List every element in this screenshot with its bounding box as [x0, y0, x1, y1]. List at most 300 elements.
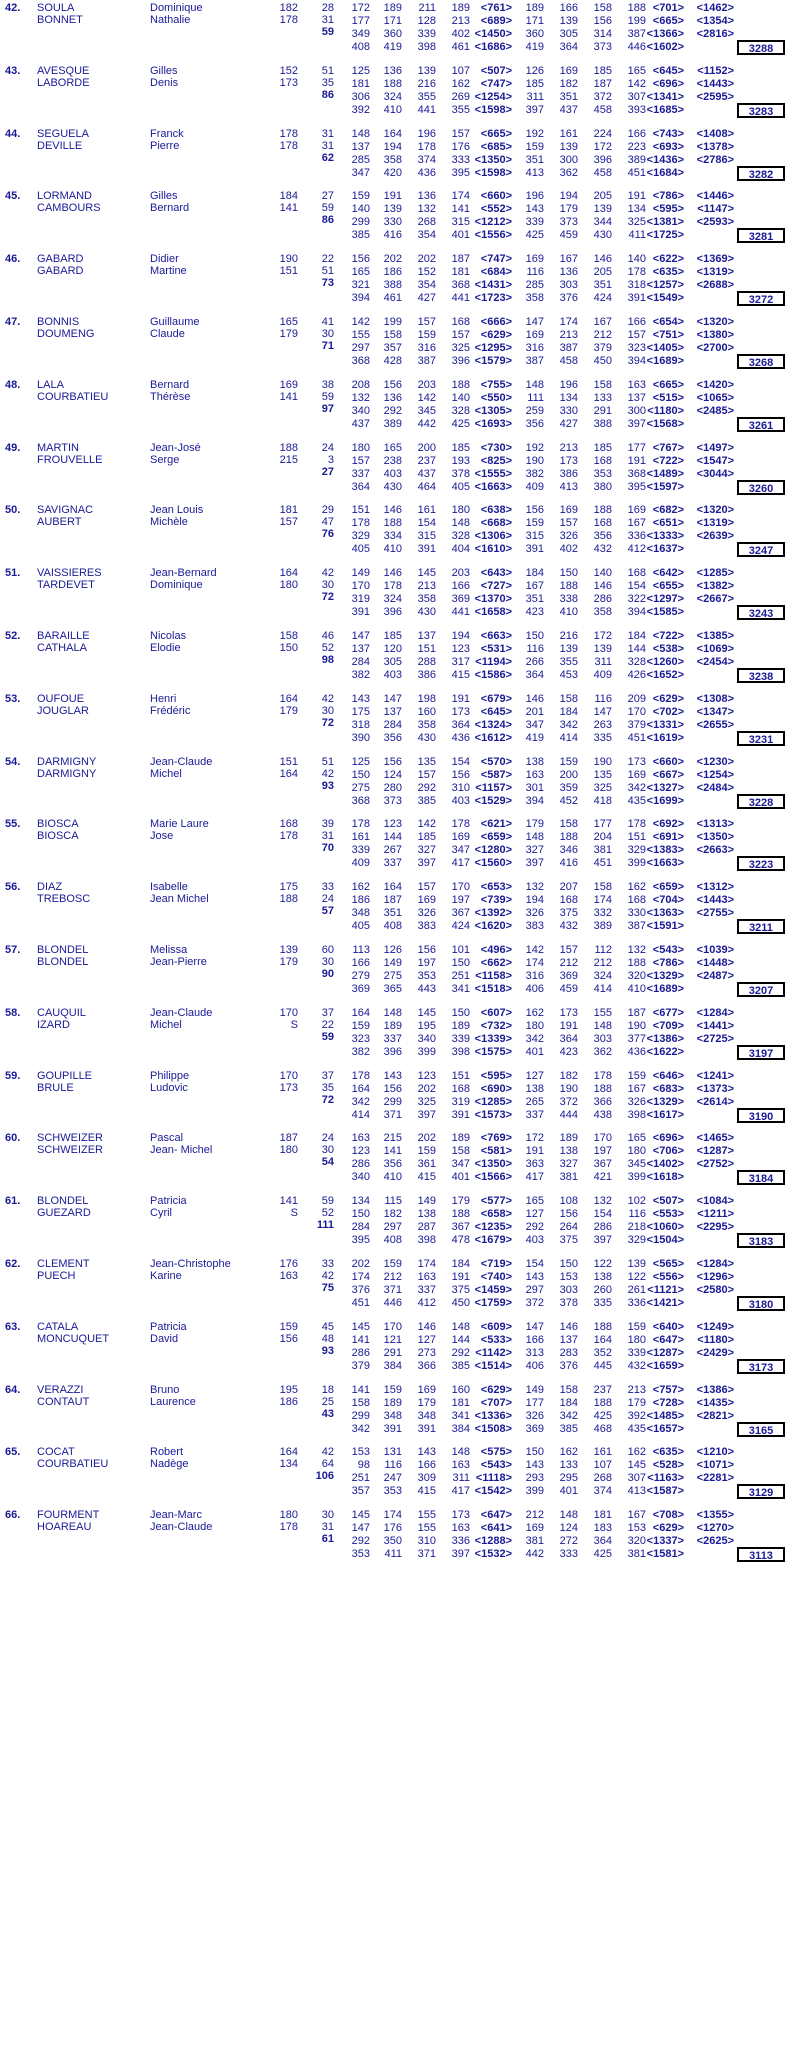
subtotal-cell: <1579>: [474, 355, 512, 367]
player-1-average: 151: [279, 755, 298, 768]
score-cell: 122: [593, 1258, 612, 1270]
score-cell: 237: [417, 454, 436, 467]
score-cell: 292: [451, 1346, 470, 1359]
player-1-handicap: 59: [321, 1195, 334, 1208]
player-1-handicap: 30: [321, 1509, 334, 1522]
player-2-first-name: Bernard: [150, 202, 190, 215]
score-cell: 305: [383, 656, 402, 668]
score-cell: 251: [351, 1472, 370, 1485]
score-cell: 328: [451, 530, 470, 543]
score-cell: 108: [559, 1195, 578, 1208]
score-cell: 377: [627, 1032, 646, 1045]
subtotal-cell: <683>: [652, 1082, 684, 1095]
player-2-first-name: David: [150, 1332, 179, 1345]
subtotal-cell: <660>: [480, 190, 512, 203]
score-cell: 397: [627, 417, 646, 430]
subtotal-cell: <1532>: [474, 1548, 512, 1561]
score-cell: 309: [417, 1472, 436, 1485]
score-cell: 349: [351, 28, 370, 40]
score-cell: 155: [351, 329, 370, 341]
score-cell: 293: [525, 1472, 544, 1485]
score-cell: 330: [383, 216, 402, 229]
score-cell: 371: [383, 1108, 402, 1121]
score-cell: 451: [627, 166, 646, 179]
score-cell: 136: [559, 266, 578, 279]
subtotal-cell: <1284>: [696, 1006, 734, 1019]
subtotal-cell: <1147>: [697, 203, 734, 216]
score-cell: 177: [627, 441, 646, 454]
score-cell: 157: [627, 329, 646, 341]
score-cell: 381: [593, 844, 612, 857]
score-cell: 162: [627, 1446, 646, 1459]
subtotal-cell: <1305>: [474, 404, 512, 417]
score-cell: 156: [417, 944, 436, 956]
player-1-handicap: 33: [321, 881, 334, 894]
subtotal-cell: <1320>: [696, 504, 734, 517]
score-cell: 464: [417, 480, 436, 493]
score-cell: 158: [593, 378, 612, 391]
score-cell: 148: [351, 127, 370, 140]
subtotal-cell: <1386>: [646, 1032, 684, 1045]
score-cell: 224: [593, 127, 612, 140]
score-cell: 151: [627, 831, 646, 844]
score-cell: 347: [451, 844, 470, 857]
score-cell: 286: [593, 1221, 612, 1234]
player-1-last-name: SEGUELA: [37, 127, 89, 140]
score-cell: 188: [383, 77, 402, 90]
player-2-average: 164: [279, 767, 298, 780]
score-cell: 391: [417, 543, 436, 556]
team-final-score: 3247: [737, 542, 785, 557]
score-cell: 167: [627, 1509, 646, 1522]
score-cell: 112: [594, 944, 612, 956]
score-cell: 159: [383, 1258, 402, 1270]
score-cell: 321: [351, 279, 370, 292]
score-cell: 347: [451, 1158, 470, 1171]
subtotal-cell: <641>: [480, 1522, 512, 1535]
score-cell: 218: [627, 1221, 646, 1234]
score-cell: 125: [351, 755, 370, 768]
player-1-last-name: DIAZ: [37, 881, 63, 894]
subtotal-cell: <2580>: [696, 1284, 734, 1296]
score-cell: 324: [383, 593, 402, 606]
score-cell: 394: [627, 355, 646, 367]
team-rank: 61.: [5, 1195, 21, 1208]
score-cell: 337: [383, 857, 402, 870]
score-cell: 408: [383, 1234, 402, 1247]
player-1-first-name: Guillaume: [150, 316, 200, 328]
subtotal-cell: <629>: [652, 692, 684, 705]
score-cell: 346: [559, 844, 578, 857]
score-cell: 174: [383, 1509, 402, 1522]
team-rank: 53.: [5, 692, 21, 705]
score-cell: 195: [417, 1019, 436, 1032]
score-cell: 390: [351, 731, 370, 744]
score-cell: 178: [351, 818, 370, 831]
score-cell: 178: [383, 580, 402, 593]
score-cell: 406: [525, 1359, 544, 1372]
team-rank: 48.: [5, 378, 21, 391]
team-rank: 62.: [5, 1258, 21, 1270]
score-cell: 419: [525, 731, 544, 744]
subtotal-cell: <702>: [652, 705, 684, 718]
score-cell: 381: [525, 1535, 544, 1548]
score-cell: 184: [451, 1258, 470, 1270]
score-cell: 388: [383, 279, 402, 292]
score-cell: 411: [384, 1548, 402, 1561]
score-cell: 275: [351, 781, 370, 794]
score-cell: 387: [627, 28, 646, 40]
player-2-average: 141: [279, 202, 298, 215]
score-cell: 292: [417, 781, 436, 794]
score-cell: 336: [627, 1297, 646, 1309]
team-rank: 64.: [5, 1383, 21, 1396]
score-cell: 285: [351, 153, 370, 166]
score-cell: 205: [593, 266, 612, 279]
score-cell: 139: [383, 203, 402, 216]
score-cell: 157: [417, 316, 436, 328]
score-cell: 399: [627, 857, 646, 870]
score-cell: 272: [559, 1535, 578, 1548]
score-cell: 326: [559, 530, 578, 543]
score-cell: 478: [451, 1234, 470, 1247]
subtotal-cell: <1568>: [646, 417, 684, 430]
score-cell: 292: [525, 1221, 544, 1234]
score-cell: 159: [417, 1145, 436, 1158]
score-cell: 120: [383, 643, 402, 655]
subtotal-cell: <2484>: [696, 781, 734, 794]
subtotal-cell: <747>: [480, 253, 512, 266]
score-cell: 116: [526, 266, 544, 279]
subtotal-cell: <654>: [652, 316, 684, 328]
score-cell: 395: [451, 166, 470, 179]
subtotal-cell: <1369>: [696, 253, 734, 266]
score-cell: 410: [383, 543, 402, 556]
subtotal-cell: <1194>: [475, 656, 512, 668]
subtotal-cell: <1329>: [646, 970, 684, 982]
score-cell: 156: [593, 15, 612, 27]
subtotal-cell: <1366>: [646, 28, 684, 40]
subtotal-cell: <2700>: [696, 342, 734, 354]
player-1-handicap: 18: [321, 1383, 334, 1396]
score-cell: 169: [627, 504, 646, 517]
subtotal-cell: <1285>: [474, 1095, 512, 1108]
score-cell: 435: [627, 794, 646, 807]
score-cell: 188: [451, 378, 470, 391]
score-cell: 405: [351, 920, 370, 933]
score-cell: 345: [417, 404, 436, 417]
score-cell: 143: [525, 1271, 544, 1283]
player-2-last-name: CATHALA: [37, 642, 87, 654]
player-2-average: 186: [279, 1395, 298, 1408]
subtotal-cell: <642>: [652, 567, 684, 580]
subtotal-cell: <1071>: [696, 1459, 734, 1472]
player-2-average: 141: [279, 390, 298, 403]
score-cell: 165: [383, 441, 402, 454]
score-cell: 423: [559, 1045, 578, 1058]
score-cell: 140: [351, 203, 370, 216]
subtotal-cell: <2281>: [696, 1472, 734, 1485]
score-cell: 260: [593, 1284, 612, 1296]
score-cell: 450: [451, 1297, 470, 1309]
score-cell: 126: [383, 944, 402, 956]
score-cell: 330: [627, 907, 646, 920]
score-cell: 348: [351, 907, 370, 920]
score-cell: 188: [627, 957, 646, 969]
score-cell: 170: [593, 1132, 612, 1145]
score-cell: 180: [627, 1145, 646, 1158]
score-cell: 414: [351, 1108, 370, 1121]
score-cell: 417: [525, 1171, 544, 1184]
score-cell: 143: [525, 203, 544, 216]
score-cell: 356: [593, 530, 612, 543]
score-cell: 161: [417, 504, 436, 517]
score-cell: 327: [417, 844, 436, 857]
player-1-handicap: 22: [321, 253, 334, 266]
score-cell: 340: [417, 1032, 436, 1045]
score-cell: 176: [383, 1522, 402, 1535]
subtotal-cell: <1392>: [474, 907, 512, 920]
score-cell: 184: [559, 705, 578, 718]
score-cell: 212: [383, 1271, 402, 1283]
score-cell: 153: [351, 1446, 370, 1459]
player-1-last-name: VERAZZI: [37, 1383, 84, 1396]
score-cell: 352: [593, 1346, 612, 1359]
score-cell: 190: [627, 1019, 646, 1032]
score-cell: 432: [593, 543, 612, 556]
score-cell: 181: [351, 77, 370, 90]
player-1-handicap: 46: [321, 630, 334, 642]
player-2-handicap: 47: [321, 516, 334, 529]
score-cell: 385: [351, 229, 370, 242]
team-final-score: 3183: [737, 1233, 785, 1248]
score-cell: 145: [351, 1509, 370, 1522]
player-1-average: 178: [279, 127, 298, 140]
subtotal-cell: <1380>: [696, 329, 734, 341]
score-cell: 215: [383, 1132, 402, 1145]
score-cell: 125: [351, 64, 370, 77]
score-cell: 311: [526, 90, 544, 103]
player-1-first-name: Melissa: [150, 944, 188, 956]
player-1-average: 180: [279, 1509, 298, 1522]
team-handicap-total: 86: [321, 214, 334, 227]
score-cell: 326: [525, 1409, 544, 1422]
score-cell: 168: [451, 1082, 470, 1095]
score-cell: 137: [351, 643, 370, 655]
player-1-handicap: 37: [321, 1006, 334, 1019]
score-cell: 387: [417, 355, 436, 367]
score-cell: 139: [417, 64, 436, 77]
team-rank: 52.: [5, 630, 21, 642]
subtotal-cell: <543>: [480, 1459, 512, 1472]
subtotal-cell: <786>: [652, 190, 684, 203]
score-cell: 178: [417, 140, 436, 153]
score-cell: 162: [525, 1006, 544, 1019]
score-cell: 367: [451, 907, 470, 920]
score-cell: 337: [383, 1032, 402, 1045]
score-cell: 414: [593, 983, 612, 995]
score-cell: 176: [451, 140, 470, 153]
score-cell: 366: [593, 1095, 612, 1108]
score-cell: 410: [627, 983, 646, 995]
player-2-handicap: 35: [321, 76, 334, 89]
subtotal-cell: <1659>: [646, 1359, 684, 1372]
team-final-score: 3260: [737, 480, 785, 495]
score-cell: 427: [417, 292, 436, 305]
score-cell: 196: [559, 378, 578, 391]
score-cell: 174: [559, 316, 578, 328]
score-cell: 376: [351, 1284, 370, 1296]
subtotal-cell: <2752>: [696, 1158, 734, 1171]
score-cell: 180: [627, 1333, 646, 1346]
score-cell: 140: [627, 253, 646, 266]
score-cell: 148: [525, 831, 544, 844]
subtotal-cell: <1254>: [474, 90, 512, 103]
subtotal-cell: <1319>: [696, 266, 734, 279]
player-1-handicap: 28: [321, 2, 334, 14]
score-cell: 337: [417, 1284, 436, 1296]
team-rank: 45.: [5, 190, 21, 203]
subtotal-cell: <2755>: [696, 907, 734, 920]
score-cell: 199: [383, 316, 402, 328]
subtotal-cell: <1270>: [696, 1522, 734, 1535]
score-cell: 159: [525, 140, 544, 153]
subtotal-cell: <665>: [652, 378, 684, 391]
subtotal-cell: <677>: [652, 1006, 684, 1019]
subtotal-cell: <1693>: [474, 417, 512, 430]
score-cell: 197: [451, 894, 470, 907]
score-cell: 350: [383, 1535, 402, 1548]
player-1-first-name: Bernard: [150, 378, 190, 391]
player-2-first-name: Martine: [150, 265, 187, 278]
score-cell: 169: [627, 768, 646, 781]
score-cell: 323: [351, 1032, 370, 1045]
score-cell: 426: [627, 669, 646, 681]
player-2-last-name: BIOSCA: [37, 830, 79, 843]
score-cell: 417: [451, 1485, 470, 1498]
score-cell: 188: [593, 504, 612, 517]
subtotal-cell: <1514>: [474, 1359, 512, 1372]
score-cell: 177: [525, 1396, 544, 1409]
score-cell: 123: [351, 1145, 370, 1158]
player-2-handicap: 30: [321, 704, 334, 717]
score-cell: 325: [627, 216, 646, 229]
player-1-first-name: Jean-Claude: [150, 755, 213, 768]
player-2-handicap: 48: [321, 1332, 334, 1345]
score-cell: 132: [351, 391, 370, 404]
player-2-first-name: Cyril: [150, 1207, 172, 1220]
score-cell: 353: [383, 1485, 402, 1498]
score-cell: 247: [383, 1472, 402, 1485]
score-cell: 325: [593, 781, 612, 794]
subtotal-cell: <1152>: [697, 64, 734, 77]
score-cell: 191: [451, 692, 470, 705]
score-cell: 135: [417, 755, 436, 768]
score-cell: 191: [383, 190, 402, 203]
player-2-handicap: 31: [321, 830, 334, 843]
subtotal-cell: <706>: [652, 1145, 684, 1158]
player-1-last-name: GOUPILLE: [37, 1069, 93, 1082]
player-2-first-name: Michel: [150, 1018, 182, 1031]
team-handicap-total: 90: [321, 968, 334, 980]
score-cell: 424: [593, 292, 612, 305]
score-cell: 336: [627, 530, 646, 543]
score-cell: 406: [525, 983, 544, 995]
subtotal-cell: <2295>: [696, 1221, 734, 1234]
score-cell: 155: [593, 1006, 612, 1019]
player-2-handicap: 35: [321, 1081, 334, 1094]
player-2-average: 150: [279, 642, 298, 654]
score-cell: 264: [559, 1221, 578, 1234]
subtotal-cell: <1297>: [646, 593, 684, 606]
score-cell: 419: [383, 41, 402, 53]
subtotal-cell: <1555>: [474, 467, 512, 480]
score-cell: 164: [351, 1082, 370, 1095]
score-cell: 394: [627, 606, 646, 619]
score-cell: 137: [383, 705, 402, 718]
player-1-last-name: FOURMENT: [37, 1509, 100, 1522]
player-2-first-name: Jean-Claude: [150, 1521, 213, 1534]
subtotal-cell: <1212>: [474, 216, 512, 229]
score-cell: 188: [383, 517, 402, 530]
score-cell: 137: [627, 391, 646, 404]
score-cell: 442: [417, 417, 436, 430]
subtotal-cell: <668>: [480, 517, 512, 530]
score-cell: 173: [559, 1006, 578, 1019]
player-2-last-name: DARMIGNY: [37, 767, 97, 780]
player-1-average: 158: [279, 630, 298, 642]
subtotal-cell: <825>: [480, 454, 512, 467]
score-cell: 402: [451, 28, 470, 40]
score-cell: 297: [351, 342, 370, 354]
score-cell: 446: [627, 41, 646, 53]
score-cell: 140: [593, 567, 612, 580]
score-cell: 189: [559, 1132, 578, 1145]
score-cell: 170: [451, 881, 470, 894]
score-cell: 156: [383, 1082, 402, 1095]
player-2-first-name: Jean-Pierre: [150, 956, 207, 968]
subtotal-cell: <2663>: [696, 844, 734, 857]
player-2-last-name: COURBATIEU: [37, 1458, 109, 1471]
score-cell: 299: [351, 216, 370, 229]
subtotal-cell: <1331>: [646, 718, 684, 731]
score-cell: 138: [525, 755, 544, 768]
team-handicap-total: 106: [315, 1470, 334, 1483]
player-2-last-name: CONTAUT: [37, 1395, 90, 1408]
score-cell: 322: [627, 593, 646, 606]
score-cell: 134: [351, 1195, 370, 1208]
subtotal-cell: <755>: [480, 378, 512, 391]
player-2-average: 156: [279, 1332, 298, 1345]
score-cell: 168: [627, 894, 646, 907]
subtotal-cell: <1341>: [646, 90, 684, 103]
player-2-first-name: Laurence: [150, 1395, 196, 1408]
player-1-last-name: BARAILLE: [37, 630, 90, 642]
score-cell: 358: [383, 153, 402, 166]
team-final-score: 3281: [737, 228, 785, 243]
score-cell: 347: [351, 166, 370, 179]
player-1-first-name: Gilles: [150, 190, 178, 203]
score-cell: 401: [451, 229, 470, 242]
score-cell: 197: [593, 1145, 612, 1158]
subtotal-cell: <1617>: [646, 1108, 684, 1121]
score-cell: 146: [593, 253, 612, 266]
score-cell: 141: [351, 1383, 370, 1396]
player-1-first-name: Jean Louis: [150, 504, 204, 517]
score-cell: 168: [627, 567, 646, 580]
score-cell: 166: [627, 127, 646, 140]
subtotal-cell: <1618>: [646, 1171, 684, 1184]
